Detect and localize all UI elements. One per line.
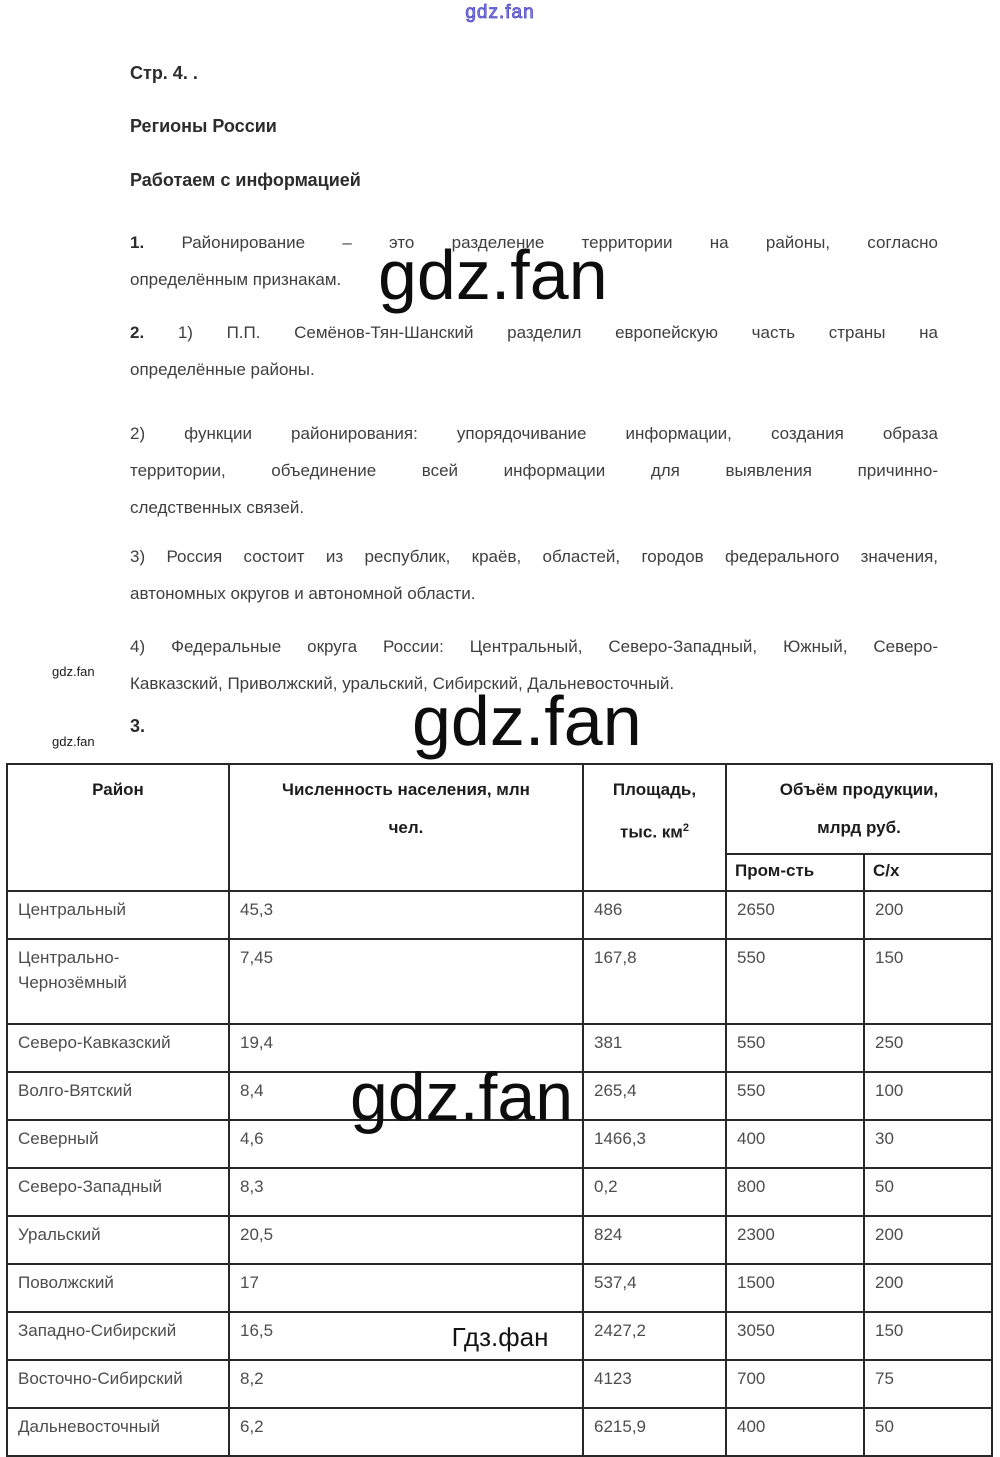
population-cell: 8,2 bbox=[229, 1360, 583, 1408]
table-row bbox=[7, 1408, 992, 1456]
paragraph-line: определённым признакам. bbox=[130, 270, 342, 289]
header-agriculture: С/х bbox=[864, 854, 992, 891]
footer-brand: Гдз.фан bbox=[451, 1322, 549, 1352]
section-subtitle: Работаем с информацией bbox=[130, 170, 361, 190]
population-cell: 45,3 bbox=[229, 891, 583, 939]
paragraph-number: 1. bbox=[130, 233, 145, 252]
paragraph-4 bbox=[130, 538, 938, 612]
agriculture-cell: 150 bbox=[864, 1312, 992, 1360]
population-cell: 7,45 bbox=[229, 939, 583, 1024]
superscript-2: 2 bbox=[682, 822, 689, 834]
paragraph-line: 3) Россия состоит из республик, краёв, областей, городов федерального значения, bbox=[130, 547, 938, 566]
industry-cell: 550 bbox=[726, 939, 864, 1024]
watermark-large-1: gdz.fan bbox=[378, 236, 608, 314]
region-name-cell: Уральский bbox=[7, 1216, 229, 1264]
agriculture-cell: 250 bbox=[864, 1024, 992, 1072]
agriculture-cell: 150 bbox=[864, 939, 992, 1024]
table-row bbox=[7, 1264, 992, 1312]
area-cell: 824 bbox=[583, 1216, 726, 1264]
paragraph-number: 2. bbox=[130, 323, 145, 342]
area-cell: 2427,2 bbox=[583, 1312, 726, 1360]
page-number-heading: Стр. 4. . bbox=[130, 63, 198, 83]
population-cell: 8,3 bbox=[229, 1168, 583, 1216]
population-cell: 8,4 bbox=[229, 1072, 583, 1120]
industry-cell: 700 bbox=[726, 1360, 864, 1408]
table-row bbox=[7, 1360, 992, 1408]
industry-cell: 400 bbox=[726, 1120, 864, 1168]
region-name-cell: Центрально-Чернозёмный bbox=[7, 939, 229, 1024]
paragraph-line: Районирование – это разделение территории на районы, согласно bbox=[181, 233, 938, 252]
watermark-margin-1: gdz.fan bbox=[52, 664, 95, 679]
region-name-cell: Северный bbox=[7, 1120, 229, 1168]
region-name-cell: Волго-Вятский bbox=[7, 1072, 229, 1120]
table-row bbox=[7, 1216, 992, 1264]
table-row bbox=[7, 891, 992, 939]
paragraph-line: следственных связей. bbox=[130, 498, 305, 517]
area-cell: 486 bbox=[583, 891, 726, 939]
agriculture-cell: 50 bbox=[864, 1408, 992, 1456]
paragraph-line: Кавказский, Приволжский, уральский, Сибирский, Дальневосточный. bbox=[130, 674, 675, 693]
paragraph-3 bbox=[130, 415, 938, 526]
area-cell: 381 bbox=[583, 1024, 726, 1072]
area-cell: 0,2 bbox=[583, 1168, 726, 1216]
region-name-cell: Дальневосточный bbox=[7, 1408, 229, 1456]
paragraph-line: 1) П.П. Семёнов-Тян-Шанский разделил европейскую часть страны на bbox=[177, 323, 938, 342]
population-cell: 20,5 bbox=[229, 1216, 583, 1264]
watermark-top: gdz.fan bbox=[465, 2, 535, 23]
agriculture-cell: 200 bbox=[864, 1264, 992, 1312]
region-name-cell: Поволжский bbox=[7, 1264, 229, 1312]
area-cell: 6215,9 bbox=[583, 1408, 726, 1456]
agriculture-cell: 200 bbox=[864, 1216, 992, 1264]
industry-cell: 3050 bbox=[726, 1312, 864, 1360]
watermark-margin-2: gdz.fan bbox=[52, 734, 95, 749]
industry-cell: 2300 bbox=[726, 1216, 864, 1264]
header-output: Объём продукции, млрд руб. bbox=[726, 764, 992, 854]
task-3-label: 3. bbox=[130, 716, 146, 736]
population-cell: 19,4 bbox=[229, 1024, 583, 1072]
population-cell: 4,6 bbox=[229, 1120, 583, 1168]
area-cell: 265,4 bbox=[583, 1072, 726, 1120]
paragraph-line: автономных округов и автономной области. bbox=[130, 584, 476, 603]
area-cell: 1466,3 bbox=[583, 1120, 726, 1168]
table-header-row bbox=[7, 764, 992, 854]
paragraph-line: определённые районы. bbox=[130, 360, 315, 379]
paragraph-line: 4) Федеральные округа России: Центральный, Северо-Западный, Южный, Северо- bbox=[130, 637, 938, 656]
watermark-large-2: gdz.fan bbox=[412, 682, 642, 760]
paragraph-line: территории, объединение всей информации для выявления причинно- bbox=[130, 461, 938, 480]
industry-cell: 800 bbox=[726, 1168, 864, 1216]
agriculture-cell: 30 bbox=[864, 1120, 992, 1168]
header-area: Площадь, тыс. $км^2$ bbox=[583, 764, 726, 891]
region-name-cell: Восточно-Сибирский bbox=[7, 1360, 229, 1408]
industry-cell: 400 bbox=[726, 1408, 864, 1456]
industry-cell: 1500 bbox=[726, 1264, 864, 1312]
table-row bbox=[7, 1168, 992, 1216]
header-region: Район bbox=[7, 764, 229, 891]
population-cell: 6,2 bbox=[229, 1408, 583, 1456]
area-cell: 537,4 bbox=[583, 1264, 726, 1312]
agriculture-cell: 100 bbox=[864, 1072, 992, 1120]
paragraph-2 bbox=[130, 314, 938, 388]
population-cell: 16,5 bbox=[229, 1312, 583, 1360]
region-name-cell: Северо-Западный bbox=[7, 1168, 229, 1216]
area-cell: 167,8 bbox=[583, 939, 726, 1024]
industry-cell: 2650 bbox=[726, 891, 864, 939]
header-population: Численность населения, млн чел. bbox=[229, 764, 583, 891]
area-cell: 4123 bbox=[583, 1360, 726, 1408]
table-row bbox=[7, 939, 992, 1024]
agriculture-cell: 75 bbox=[864, 1360, 992, 1408]
population-cell: 17 bbox=[229, 1264, 583, 1312]
region-name-cell: Северо-Кавказский bbox=[7, 1024, 229, 1072]
agriculture-cell: 50 bbox=[864, 1168, 992, 1216]
watermark-large-3: gdz.fan bbox=[350, 1059, 574, 1135]
page-title: Регионы России bbox=[130, 116, 277, 136]
industry-cell: 550 bbox=[726, 1072, 864, 1120]
region-name-cell: Центральный bbox=[7, 891, 229, 939]
region-name-cell: Западно-Сибирский bbox=[7, 1312, 229, 1360]
paragraph-line: 2) функции районирования: упорядочивание информации, создания образа bbox=[130, 424, 938, 443]
industry-cell: 550 bbox=[726, 1024, 864, 1072]
agriculture-cell: 200 bbox=[864, 891, 992, 939]
header-industry: Пром-сть bbox=[726, 854, 864, 891]
